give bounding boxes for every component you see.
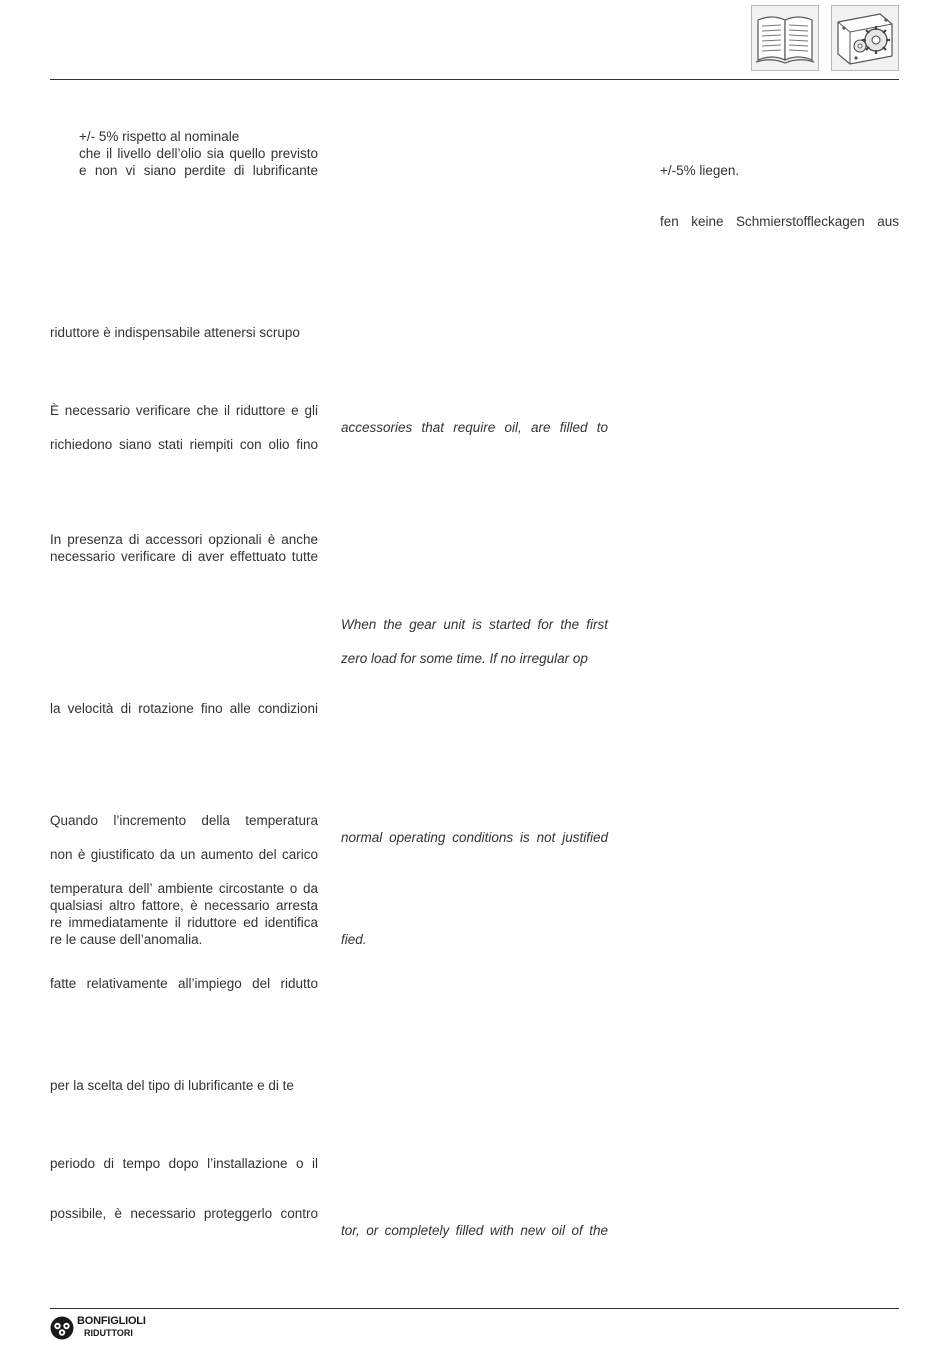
italian-text-line: richiedono siano stati riempiti con olio fino: [50, 437, 318, 452]
italian-text-line: temperatura dell’ ambiente circostante o da: [50, 881, 318, 896]
italian-text-line: per la scelta del tipo di lubrificante e di te: [50, 1078, 294, 1093]
italian-text-line: È necessario verificare che il riduttore e gli: [50, 403, 318, 418]
italian-text-line: riduttore è indispensabile attenersi scrupo: [50, 325, 300, 340]
english-text-line: tor, or completely filled with new oil of the: [341, 1223, 608, 1238]
english-text-line: zero load for some time. If no irregular op: [341, 651, 588, 666]
italian-text-line: possibile, è necessario proteggerlo contro: [50, 1206, 318, 1221]
italian-text-line: qualsiasi altro fattore, è necessario arresta: [50, 898, 318, 913]
english-text-line: fied.: [341, 932, 367, 947]
english-text-line: When the gear unit is started for the first: [341, 617, 608, 632]
header-divider: [50, 79, 899, 80]
italian-text-line: necessario verificare di aver effettuato tutte: [50, 549, 318, 564]
italian-text-line: re immediatamente il riduttore ed identifica: [50, 915, 318, 930]
italian-text-line: che il livello dell’olio sia quello previsto: [79, 146, 318, 161]
italian-text-line: fatte relativamente all’impiego del ridutto: [50, 976, 318, 991]
italian-text-line: periodo di tempo dopo l’installazione o il: [50, 1156, 318, 1171]
italian-text-line: non è giustificato da un aumento del carico: [50, 847, 318, 862]
brand-name: BONFIGLIOLI: [77, 1315, 146, 1327]
italian-text-line: Quando l’incremento della temperatura: [50, 813, 318, 828]
brand-subtitle: RIDUTTORI: [84, 1328, 133, 1338]
gear-unit-icon: [831, 5, 899, 71]
german-text-line: fen keine Schmierstoffleckagen aus: [660, 214, 899, 229]
italian-text-line: e non vi siano perdite di lubrificante: [79, 163, 318, 178]
english-text-line: accessories that require oil, are filled to: [341, 420, 608, 435]
italian-text-line: la velocità di rotazione fino alle condizioni: [50, 701, 318, 716]
italian-text-line: +/- 5% rispetto al nominale: [79, 129, 240, 144]
manual-book-icon: [751, 5, 819, 71]
english-text-line: normal operating conditions is not justified: [341, 830, 608, 845]
footer-divider: [50, 1308, 899, 1309]
german-text-line: +/-5% liegen.: [660, 163, 740, 178]
bonfiglioli-logo-icon: [50, 1316, 74, 1340]
italian-text-line: re le cause dell’anomalia.: [50, 932, 203, 947]
italian-text-line: In presenza di accessori opzionali è anche: [50, 532, 318, 547]
